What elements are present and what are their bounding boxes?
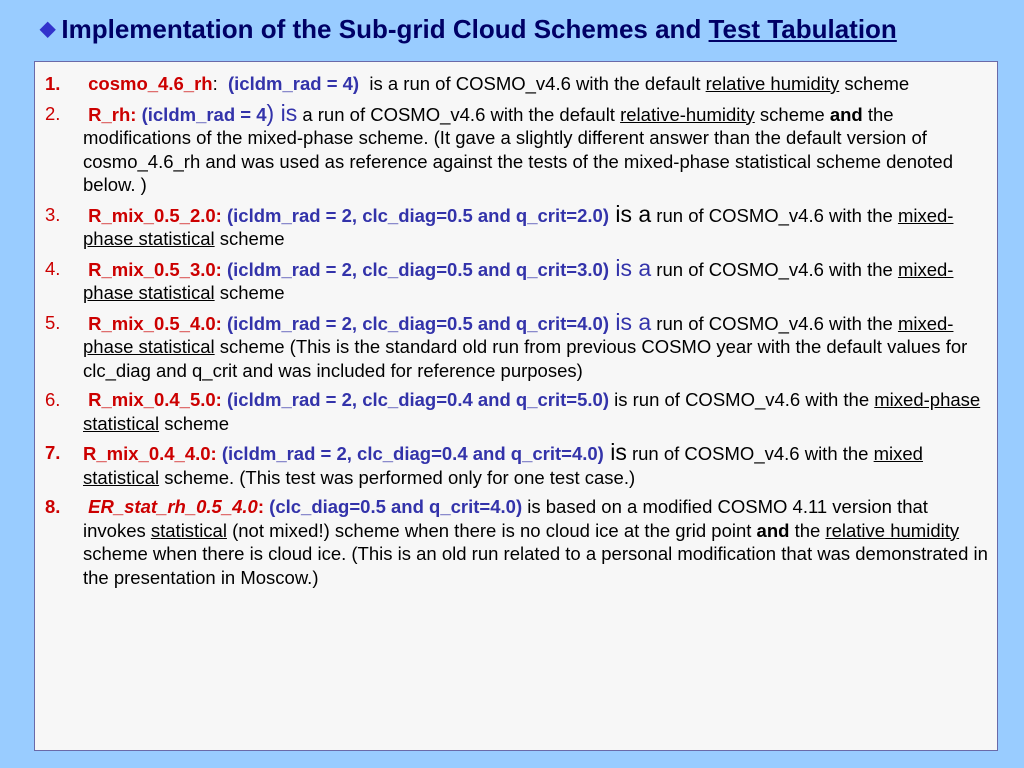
item-text: run of COSMO_v4.6 with the	[651, 204, 898, 226]
is-word: is a	[608, 308, 652, 335]
item-text: the	[789, 519, 826, 541]
item-text: scheme	[754, 103, 830, 125]
item-number: 7.	[45, 442, 61, 463]
item-text: is run of COSMO_v4.6 with the	[608, 389, 875, 410]
list-item	[45, 441, 990, 489]
underlined-text: mixed statistical	[83, 443, 923, 488]
item-text: scheme (This is the standard old run from previous COSMO year with the default values for clc_diag and q_crit and was included for reference purposes)	[83, 336, 968, 381]
item-text: a run of COSMO_v4.6 with the default	[297, 103, 621, 125]
item-number: 6.	[45, 389, 61, 410]
underlined-text: mixed-phase statistical	[83, 204, 954, 249]
bold-text: and	[829, 103, 863, 125]
diamond-bullet-icon: ◆	[40, 18, 56, 40]
is-word: is	[603, 439, 627, 465]
run-name: R_rh:	[88, 103, 137, 125]
item-text: the modifications of the mixed-phase scheme. (It gave a slightly different answer than the default version of cosmo_4.6_rh and was used as reference against the tests of the mixed-phase statistical scheme denoted below. )	[83, 103, 953, 195]
title-underlined-text: Test Tabulation	[708, 14, 897, 44]
item-text: run of COSMO_v4.6 with the	[651, 258, 898, 280]
item-text: scheme when there is cloud ice. (This is an old run related to a personal modification that was demonstrated in the presentation in Moscow.)	[83, 543, 988, 588]
colon: :	[212, 73, 218, 94]
underlined-text: relative-humidity	[620, 103, 755, 125]
list-item	[45, 308, 990, 383]
item-text: scheme	[214, 282, 285, 303]
item-text: scheme	[214, 228, 285, 249]
run-name: R_mix_0.5_4.0:	[88, 312, 222, 334]
paren: )	[266, 99, 275, 126]
run-name: R_mix_0.4_5.0:	[88, 389, 222, 410]
list-item	[45, 99, 990, 197]
run-name: R_mix_0.5_2.0:	[88, 204, 222, 226]
content-box	[34, 61, 998, 751]
run-params: (icldm_rad = 2, clc_diag=0.4 and q_crit=5.0)	[226, 389, 609, 410]
underlined-text: mixed-phase statistical	[83, 389, 981, 434]
run-params: (icldm_rad = 2, clc_diag=0.5 and q_crit=3.0)	[226, 258, 609, 280]
list-item	[45, 200, 990, 251]
is-word: is	[274, 99, 298, 126]
is-word: is a	[608, 254, 652, 281]
run-name: R_mix_0.5_3.0:	[88, 258, 222, 280]
item-number: 4.	[45, 257, 61, 279]
run-params: (icldm_rad = 4	[141, 103, 267, 125]
list-item	[45, 254, 990, 305]
run-params: (icldm_rad = 2, clc_diag=0.5 and q_crit=4.0)	[226, 312, 609, 334]
item-number: 3.	[45, 203, 61, 225]
test-list	[45, 72, 990, 595]
item-number: 2.	[45, 102, 61, 124]
title-text: Implementation of the Sub-grid Cloud Schemes and	[61, 14, 709, 44]
underlined-text: mixed-phase statistical	[83, 258, 954, 303]
underlined-text: relative humidity	[705, 73, 840, 94]
item-text: is a run of COSMO_v4.6 with the default	[369, 73, 706, 94]
run-name: ER_stat_rh_0.5_4.0	[88, 496, 258, 517]
run-params: (icldm_rad = 2, clc_diag=0.5 and q_crit=2.0)	[226, 204, 609, 226]
item-number: 5.	[45, 311, 61, 333]
underlined-text: mixed-phase statistical	[83, 312, 954, 357]
item-text: scheme	[839, 73, 910, 94]
bold-text: and	[756, 519, 790, 541]
item-text: scheme. (This test was performed only for one test case.)	[159, 466, 636, 488]
slide-title	[40, 14, 1000, 45]
run-params: (icldm_rad = 4)	[228, 73, 360, 94]
item-number: 1.	[45, 73, 61, 94]
underlined-text: relative humidity	[825, 519, 960, 541]
item-text: is based on a modified COSMO 4.11 version that invokes	[83, 496, 928, 541]
list-item	[45, 72, 990, 96]
is-word: is a	[608, 200, 652, 227]
run-params: (clc_diag=0.5 and q_crit=4.0)	[269, 496, 523, 517]
item-number: 8.	[45, 496, 61, 517]
item-text: run of COSMO_v4.6 with the	[651, 312, 898, 334]
list-item	[45, 388, 990, 435]
run-name: cosmo_4.6_rh	[88, 73, 213, 94]
run-params: (icldm_rad = 2, clc_diag=0.4 and q_crit=4.0)	[221, 443, 604, 464]
item-text: (not mixed!) scheme when there is no cloud ice at the grid point	[226, 519, 757, 541]
colon: :	[257, 496, 265, 517]
item-text: run of COSMO_v4.6 with the	[626, 443, 874, 464]
run-name: R_mix_0.4_4.0:	[83, 443, 217, 464]
item-text: scheme	[159, 412, 229, 434]
list-item	[45, 495, 990, 589]
underlined-text: statistical	[150, 519, 227, 541]
